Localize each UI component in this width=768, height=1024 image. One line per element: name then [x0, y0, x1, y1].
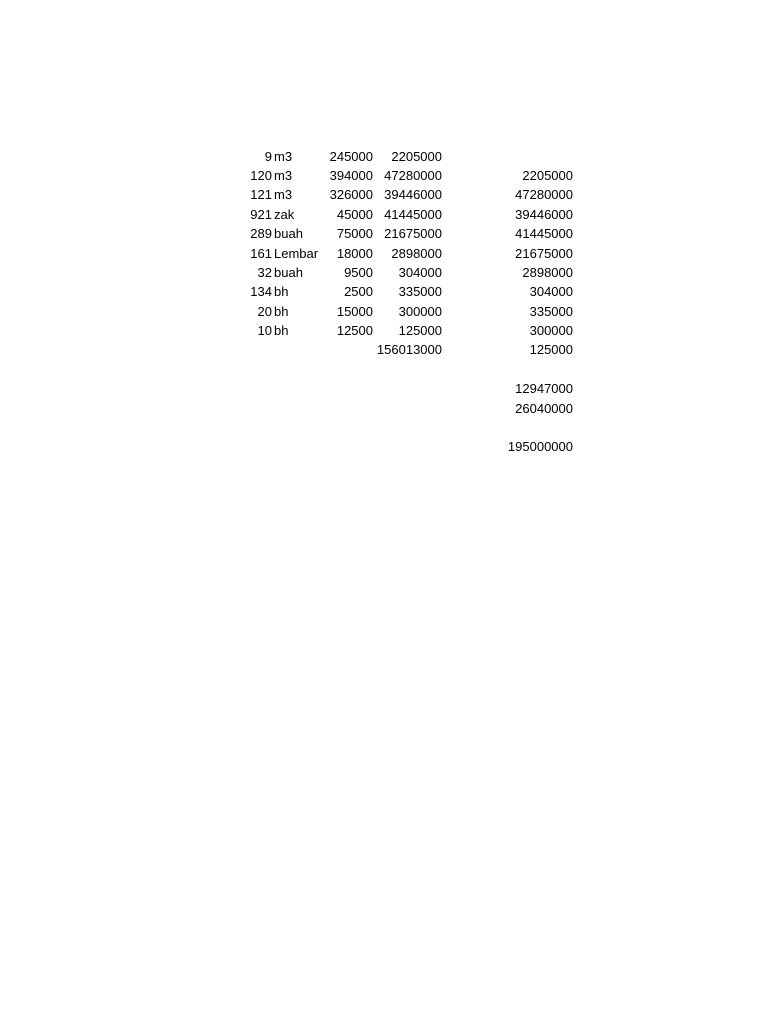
- unit-cell: m3: [274, 187, 293, 202]
- right-column-cell: 195000000: [507, 439, 573, 454]
- amount-cell: 335000: [398, 284, 442, 299]
- amount-cell: 304000: [398, 265, 442, 280]
- right-column-cell: 335000: [529, 304, 573, 319]
- right-column-cell: 300000: [529, 323, 573, 338]
- qty-cell: 121: [250, 187, 272, 202]
- unit-cell: buah: [274, 226, 303, 241]
- amount-cell: 47280000: [384, 168, 442, 183]
- amount-cell: 41445000: [384, 207, 442, 222]
- amount-cell: 2898000: [391, 246, 442, 261]
- amount-cell: 300000: [398, 304, 442, 319]
- qty-cell: 289: [250, 226, 272, 241]
- price-cell: 15000: [336, 304, 373, 319]
- price-cell: 326000: [329, 187, 373, 202]
- unit-cell: bh: [274, 304, 289, 319]
- price-cell: 394000: [329, 168, 373, 183]
- qty-cell: 9: [264, 149, 272, 164]
- qty-cell: 120: [250, 168, 272, 183]
- amount-cell: 2205000: [391, 149, 442, 164]
- right-column-cell: 2898000: [522, 265, 573, 280]
- unit-cell: buah: [274, 265, 303, 280]
- right-column-cell: 41445000: [515, 226, 573, 241]
- price-cell: 12500: [336, 323, 373, 338]
- right-column-cell: 26040000: [515, 401, 573, 416]
- unit-cell: m3: [274, 168, 293, 183]
- right-column-cell: 12947000: [515, 381, 573, 396]
- amount-cell: 125000: [398, 323, 442, 338]
- right-column-cell: 21675000: [515, 246, 573, 261]
- price-cell: 18000: [336, 246, 373, 261]
- amount-cell: 21675000: [384, 226, 442, 241]
- amount-cell: 39446000: [384, 187, 442, 202]
- price-cell: 45000: [336, 207, 373, 222]
- amount-total-cell: 156013000: [376, 342, 442, 357]
- qty-cell: 921: [250, 207, 272, 222]
- right-column-cell: 47280000: [515, 187, 573, 202]
- unit-cell: bh: [274, 284, 289, 299]
- price-cell: 9500: [344, 265, 373, 280]
- right-column-cell: 304000: [529, 284, 573, 299]
- unit-cell: m3: [274, 149, 293, 164]
- unit-cell: Lembar: [274, 246, 319, 261]
- right-column-cell: 2205000: [522, 168, 573, 183]
- right-column-cell: 125000: [529, 342, 573, 357]
- qty-cell: 32: [257, 265, 272, 280]
- price-cell: 75000: [336, 226, 373, 241]
- qty-cell: 10: [257, 323, 272, 338]
- price-cell: 2500: [344, 284, 373, 299]
- qty-cell: 161: [250, 246, 272, 261]
- unit-cell: bh: [274, 323, 289, 338]
- price-cell: 245000: [329, 149, 373, 164]
- qty-cell: 20: [257, 304, 272, 319]
- unit-cell: zak: [274, 207, 295, 222]
- qty-cell: 134: [250, 284, 272, 299]
- right-column-cell: 39446000: [515, 207, 573, 222]
